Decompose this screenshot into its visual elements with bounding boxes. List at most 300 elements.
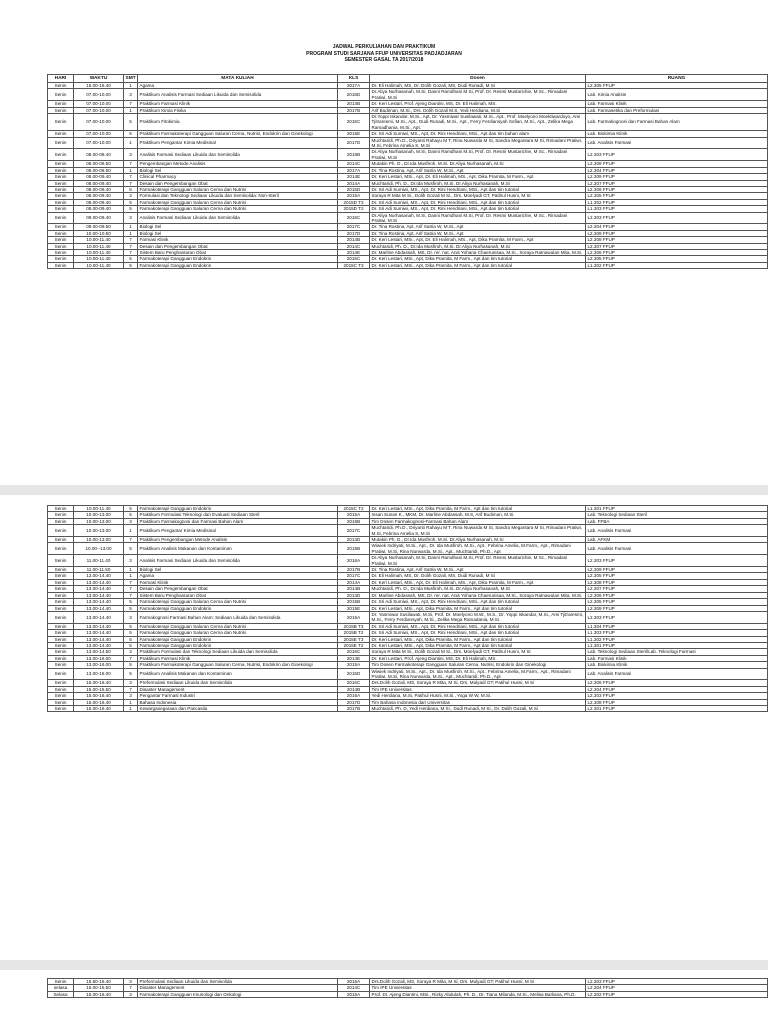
cell-kls: 2015E — [338, 131, 370, 137]
cell-hari: Senin — [48, 230, 74, 236]
cell-mata-kuliah: Agama — [138, 83, 338, 89]
cell-smt: 3 — [124, 693, 138, 699]
cell-ruang: Lab. Farmasi Klinik — [586, 101, 768, 107]
cell-kls: 2015D T2 — [338, 206, 370, 212]
cell-mata-kuliah: Biologi Sel — [138, 167, 338, 173]
cell-ruang: Lab. Analisis Farmasi — [586, 668, 768, 680]
table-row — [48, 706, 768, 712]
cell-dosen: Muchtaridi, Ph. D., Dr.Ida Musfiroh, M.Si. Dr.Aliya Nurhasanah, M.Si — [370, 243, 586, 249]
cell-waktu: 10.00-11.40 — [74, 262, 124, 268]
cell-smt: 7 — [124, 243, 138, 249]
cell-dosen: Dr. Keri Lestari, Prof. Ajeng Diantini, MS, Dr. Eli Halimah, MS. — [370, 655, 586, 661]
cell-mata-kuliah: Biologi Sel — [138, 230, 338, 236]
cell-ruang: L2.303 FFUP — [586, 979, 768, 985]
cell-waktu: 08.00-09.40 — [74, 206, 124, 212]
cell-kls: 2015D — [338, 668, 370, 680]
cell-smt: 5 — [124, 630, 138, 636]
cell-dosen: Dr.Aliya Nurhasanah, M.Si, Danni Ramdhani M.Si, Prof. Dr. Resmi Mustarichie, M Sc., Rimadani Pratiwi, M.Si — [370, 555, 586, 567]
cell-hari: Senin — [48, 89, 74, 101]
cell-kls: 2017B — [338, 567, 370, 573]
cell-ruang: L2.306 FFUP — [586, 186, 768, 192]
cell-hari: Senin — [48, 649, 74, 655]
cell-waktu: 15.00-16.40 — [74, 680, 124, 686]
cell-ruang: L2.305 FFUP — [586, 256, 768, 262]
cell-mata-kuliah: Farmakoterapi Gangguan Endokrin — [138, 256, 338, 262]
cell-waktu: 08.00-08.50 — [74, 161, 124, 167]
cell-kls: 2014D — [338, 592, 370, 598]
cell-kls: 2016C — [338, 680, 370, 686]
cell-waktu: 13.00-14.40 — [74, 579, 124, 585]
cell-hari: Senin — [48, 592, 74, 598]
cell-mata-kuliah: Formulasi dan Teknologi Sediaan Likuida dan Semisolida: Non-Steril — [138, 193, 338, 199]
cell-mata-kuliah: Praktikum Pengembangan Metode Analisis — [138, 537, 338, 543]
table-header-row — [48, 75, 768, 83]
cell-waktu: 15.00-16.40 — [74, 83, 124, 89]
cell-waktu: 10.00--13.00 — [74, 543, 124, 555]
cell-mata-kuliah: Praktikum Pengantar Kimia Medisinal — [138, 137, 338, 149]
cell-dosen: Soraya R Mita M Si., Dolih Gozali M Si., Drs. Moelyadi GT, Patihul Husni, M Si — [370, 193, 586, 199]
cell-ruang: L2.304 FFUP — [586, 985, 768, 991]
cell-dosen: Dr. Eli Halimah, MS, Dr. Dolih Gozali, MS, Dudi Runadi, M Si — [370, 83, 586, 89]
cell-smt: 5 — [124, 199, 138, 205]
cell-smt: 5 — [124, 114, 138, 131]
cell-mata-kuliah: Disaster Management — [138, 985, 338, 991]
cell-dosen: Dr.Aliya Nurhasanah, M.Si, Danni Ramdhani M.Si, Prof. Dr. Resmi Mustarichie, M Sc., Rimadani Pratiwi, M.Si — [370, 212, 586, 224]
cell-kls: 2015C T3 — [338, 262, 370, 268]
cell-mata-kuliah: Farmakoterapi Gangguan Saluran Cerna dan Nutrisi — [138, 630, 338, 636]
cell-waktu: 13.00-14.40 — [74, 592, 124, 598]
cell-mata-kuliah: Praktikum Analisis Farmasi Sediaan Likuida dan Semisolida — [138, 89, 338, 101]
cell-mata-kuliah: Desain dan Pengembangan Obat — [138, 180, 338, 186]
cell-ruang: Lab. Teknologi Sediaan Steril — [586, 512, 768, 518]
cell-mata-kuliah: Sistem Baru Penghantaran Obat — [138, 249, 338, 255]
cell-dosen: Dr. Tina Rostina, Apt, Arif Satria W, M.Si., Apt — [370, 230, 586, 236]
cell-ruang: L2.303 FFUP — [586, 555, 768, 567]
cell-kls: 2014B — [338, 101, 370, 107]
cell-hari: Senin — [48, 662, 74, 668]
cell-hari: Senin — [48, 623, 74, 629]
cell-kls: 2016D — [338, 89, 370, 101]
cell-smt: 5 — [124, 668, 138, 680]
document-page-1 — [0, 0, 768, 485]
table-row — [48, 114, 768, 131]
cell-mata-kuliah: Farmasi Klinik — [138, 237, 338, 243]
cell-smt: 1 — [124, 107, 138, 113]
cell-waktu: 09.00-09.40 — [74, 212, 124, 224]
cell-hari: Senin — [48, 262, 74, 268]
table-row — [48, 149, 768, 161]
cell-waktu: 13.00-14.40 — [74, 586, 124, 592]
cell-ruang: L2.309 FFUP — [586, 174, 768, 180]
cell-ruang: L2.309 FFUP — [586, 567, 768, 573]
cell-ruang: L2.308 FFUP — [586, 579, 768, 585]
cell-smt: 1 — [124, 137, 138, 149]
cell-hari: Senin — [48, 543, 74, 555]
cell-dosen: Dr. Sri Adi Sumiwi, MS., Apt, Dr. Rini Hendriani, MSi., Apt dan tim tutorial — [370, 199, 586, 205]
cell-hari: Senin — [48, 199, 74, 205]
table-row — [48, 991, 768, 997]
cell-smt: 5 — [124, 131, 138, 137]
cell-waktu: 11.00-11.50 — [74, 567, 124, 573]
cell-smt: 1 — [124, 699, 138, 705]
cell-smt: 3 — [124, 149, 138, 161]
cell-hari: Senin — [48, 114, 74, 131]
cell-ruang: Lab. Biokimia Klinik — [586, 662, 768, 668]
cell-kls: 2015B T2 — [338, 630, 370, 636]
cell-kls: 2017D — [338, 137, 370, 149]
cell-waktu: 15.00-16.40 — [74, 991, 124, 997]
cell-smt: 3 — [124, 611, 138, 623]
cell-smt: 5 — [124, 186, 138, 192]
cell-kls: 2017B — [338, 706, 370, 712]
header-title: JADWAL PERKULIAHAN DAN PRAKTIKUM — [332, 44, 436, 50]
cell-dosen: Dr. Tina Rostina, Apt, Arif Satria W, M.Si., Apt — [370, 224, 586, 230]
cell-kls: 2015C — [338, 256, 370, 262]
cell-hari: Senin — [48, 256, 74, 262]
cell-mata-kuliah: Farmakoterapi Gangguan Saluran Cerna dan Nutrisi — [138, 186, 338, 192]
cell-mata-kuliah: Pengembangan Metode Analisis — [138, 161, 338, 167]
cell-kls: 2015A — [338, 662, 370, 668]
cell-smt: 5 — [124, 636, 138, 642]
cell-hari: Senin — [48, 979, 74, 985]
cell-mata-kuliah: Clinical Pharmacy — [138, 174, 338, 180]
cell-dosen: Soraya R Mita M Si., Dolih Gozali M Si., Drs. Moelyadi GT, Patihul Husni, M Si — [370, 649, 586, 655]
cell-dosen: Dr. Marline Abdassah, MS, Dr. rer. nat. Anis Yohana Chaerunisaa, M.Si., Soraya Ratnawulan Mita, M.Si. — [370, 592, 586, 598]
cell-ruang: Lab. Farmasi Klinik — [586, 655, 768, 661]
cell-ruang: L1.304 FFUP — [586, 623, 768, 629]
cell-mata-kuliah: Desain dan Pengembangan Obat — [138, 586, 338, 592]
cell-waktu: 13.00-14.40 — [74, 573, 124, 579]
cell-dosen: Arif Budiman, M.Si., Drs. Dolih Gozali M.S, Yedi Herdiana, M.Si — [370, 107, 586, 113]
cell-hari: Senin — [48, 131, 74, 137]
cell-kls: 2016A — [338, 693, 370, 699]
cell-kls: 2016A — [338, 611, 370, 623]
cell-hari: Senin — [48, 174, 74, 180]
cell-hari: Senin — [48, 655, 74, 661]
cell-mata-kuliah: Analisis Farmasi Sediaan Likuida dan Semisolida — [138, 555, 338, 567]
cell-smt: 5 — [124, 623, 138, 629]
cell-smt: 1 — [124, 525, 138, 537]
cell-hari: Senin — [48, 555, 74, 567]
cell-smt: 7 — [124, 101, 138, 107]
cell-hari: Senin — [48, 237, 74, 243]
cell-waktu: 15.50-16.40 — [74, 979, 124, 985]
cell-ruang: L2.303 FFUP — [586, 212, 768, 224]
cell-waktu: 07.00-10.00 — [74, 137, 124, 149]
cell-ruang: L2.303 FFUP — [586, 611, 768, 623]
cell-kls: 2015A — [338, 512, 370, 518]
cell-ruang: L1.303 FFUP — [586, 630, 768, 636]
cell-hari: Senin — [48, 101, 74, 107]
cell-kls: 2015E T3 — [338, 636, 370, 642]
cell-smt: 7 — [124, 180, 138, 186]
cell-waktu: 13.00-14.40 — [74, 611, 124, 623]
cell-dosen: Dr. Sri Adi Sumiwi, MS., Apt, Dr. Rini Hendriani, MSi., Apt dan tim tutorial — [370, 630, 586, 636]
cell-kls: 2015D T3 — [338, 199, 370, 205]
cell-hari: Senin — [48, 680, 74, 686]
cell-dosen: Yedi Herdiana, M.Si, Patihul Husni, M.Si., Yoga W W, M.Si. — [370, 693, 586, 699]
cell-dosen: Tim Bahasa Indonesia dari Universitas — [370, 699, 586, 705]
cell-smt: 7 — [124, 686, 138, 692]
cell-dosen: Dr.Aliya Nurhasanah, M.Si, Danni Ramdhani M.Si, Prof. Dr. Resmi Mustarichie, M Sc., Rimadani Pratiwi, M.Si — [370, 89, 586, 101]
cell-hari: Senin — [48, 573, 74, 579]
cell-waktu: 13.00-16.00 — [74, 655, 124, 661]
table-row — [48, 525, 768, 537]
cell-hari: Senin — [48, 243, 74, 249]
cell-hari: Senin — [48, 107, 74, 113]
col-header-waktu: WAKTU — [74, 75, 124, 83]
cell-hari: Senin — [48, 630, 74, 636]
cell-smt: 1 — [124, 567, 138, 573]
cell-smt: 1 — [124, 706, 138, 712]
cell-waktu: 08.00-09.40 — [74, 186, 124, 192]
cell-waktu: 13.00-16.00 — [74, 668, 124, 680]
cell-ruang: L1.302 FFUP — [586, 636, 768, 642]
cell-hari: Senin — [48, 224, 74, 230]
cell-smt: 5 — [124, 599, 138, 605]
cell-hari: Senin — [48, 83, 74, 89]
cell-kls: 2016A — [338, 991, 370, 997]
cell-mata-kuliah: Farmakoterapi Gangguan Imunologi dan Onkologi — [138, 991, 338, 997]
cell-smt: 5 — [124, 506, 138, 512]
cell-dosen: Muchtaridi, Ph.D., Driyanti Rahayu M T, Rina Nuwarda M Si, Sandra Megantara M Si, Rimadani Pratiwi, M.Si, Febrina Amelia S, M.Si — [370, 525, 586, 537]
cell-mata-kuliah: Preformulasi Sediaan Likuida dan Semisolida — [138, 680, 338, 686]
cell-waktu: 15.00-16.40 — [74, 706, 124, 712]
cell-hari: Selasa — [48, 991, 74, 997]
cell-mata-kuliah: Farmasi Klinik — [138, 579, 338, 585]
cell-hari: selasa — [48, 985, 74, 991]
cell-waktu: 07.00-10.00 — [74, 107, 124, 113]
cell-hari: Senin — [48, 512, 74, 518]
cell-mata-kuliah: Farmakoterapi Gangguan Endokrin — [138, 642, 338, 648]
cell-dosen: Dr. Keri Lestari, MSi., Apt, Dika Pramita, M Farm., Apt dan tim tutorial — [370, 605, 586, 611]
cell-ruang: L2.307 FFUP — [586, 586, 768, 592]
cell-dosen: Dr. Sri Adi Sumiwi, MS., Apt, Dr. Rini Hendriani, MSi., Apt dan tim bahan alam — [370, 131, 586, 137]
cell-ruang: L2.309 FFUP — [586, 605, 768, 611]
cell-waktu: 15.00-16.40 — [74, 693, 124, 699]
cell-smt: 7 — [124, 592, 138, 598]
cell-waktu: 15.00-15.50 — [74, 985, 124, 991]
cell-waktu: 10.00-11.40 — [74, 256, 124, 262]
cell-smt: 3 — [124, 979, 138, 985]
cell-hari: Senin — [48, 668, 74, 680]
cell-kls: 2017B — [338, 107, 370, 113]
cell-mata-kuliah: Farmakoterapi Gangguan Endokrin — [138, 605, 338, 611]
cell-kls: 2015E T2 — [338, 642, 370, 648]
cell-smt: 5 — [124, 512, 138, 518]
cell-kls: 2017A — [338, 83, 370, 89]
cell-mata-kuliah: Praktikum Farmasi Klinik — [138, 101, 338, 107]
cell-waktu: 13.00-14.50 — [74, 649, 124, 655]
cell-dosen: Tim Dosen Farmakognosi-Farmasi Bahan Alam — [370, 518, 586, 524]
cell-dosen: Drs.Dolih Gozali, MS, Soraya R Mita, M Si, Drs. Mulyadi GT; Patihul Husni, M Si — [370, 680, 586, 686]
cell-smt: 1 — [124, 224, 138, 230]
cell-waktu: 10.00-13.00 — [74, 518, 124, 524]
cell-dosen: Dr. Keri Lestari, MSi., Apt, Dika Pramita, M Farm., Apt dan tim tutorial — [370, 256, 586, 262]
cell-smt: 7 — [124, 985, 138, 991]
cell-mata-kuliah: Farmakognosi Farmasi Bahan Alam: Sediaan Likuida dan Semisolida — [138, 611, 338, 623]
cell-mata-kuliah: Praktikum Farmakoterapi Gangguan Saluran Cerna, Nutrisi, Endokrin dan Ginekologi — [138, 662, 338, 668]
cell-smt: 3 — [124, 193, 138, 199]
cell-smt: 7 — [124, 161, 138, 167]
cell-mata-kuliah: Pengantar Farmasi Industri — [138, 693, 338, 699]
cell-ruang: L1.301 FFUP — [586, 642, 768, 648]
cell-waktu: 08.00-09.40 — [74, 174, 124, 180]
cell-kls: 2016C — [338, 649, 370, 655]
cell-hari: Senin — [48, 180, 74, 186]
cell-ruang: L2.305 FFUP — [586, 599, 768, 605]
cell-kls: 2016A — [338, 555, 370, 567]
cell-waktu: 08.00-09.40 — [74, 193, 124, 199]
cell-dosen: Dr. Keri Lestari, MSi., Apt, Dr. Eli Halimah, MS., Apt, Dika Pramita, M Farm., Apt — [370, 174, 586, 180]
cell-ruang: L2.305 FFUP — [586, 573, 768, 579]
cell-dosen: Prof. Dr. Ajeng Diantini, MSi., Rizky Abdulah, Ph. D., Dr. Tiana Milanda, M.Si., Melisa Barliana, Ph.D. — [370, 991, 586, 997]
cell-waktu: 07.00-10.00 — [74, 131, 124, 137]
cell-smt: 3 — [124, 555, 138, 567]
cell-hari: Senin — [48, 567, 74, 573]
cell-dosen: Dr. Sri Adi Sumiwi, MS., Apt, Dr. Rini Hendriani, MSi., Apt dan tim tutorial — [370, 206, 586, 212]
cell-ruang: L2.302 FFUP — [586, 991, 768, 997]
cell-ruang: L2.308 FFUP — [586, 237, 768, 243]
schedule-body-1 — [48, 83, 768, 269]
cell-dosen: Dr.Yoppi Iskandar, M.Si., Apt, Dr. Yasmiwar Susilawati, M.Si., Apt., Prof. Moelyono Moektiwardoyo, Ami Tjitraresmi, M.Si., Apt., Dudi Runadi, M.Si., Apt., Ferry Ferdiansyah Sofian, M.Si., Apt., Zelika Mega Ramadhania, M.Si., Apt. — [370, 114, 586, 131]
cell-mata-kuliah: Kewarganegaraan dan Pancasila — [138, 706, 338, 712]
cell-ruang: L1.302 FFUP — [586, 199, 768, 205]
cell-kls: 2017C — [338, 573, 370, 579]
cell-smt: 5 — [124, 605, 138, 611]
cell-dosen: Muchtaridi, Ph. D, Yedi Herdiana, M Si., Dudi Runadi, M Si., Dr. Dolih Gozali, M Si — [370, 706, 586, 712]
cell-ruang: L2.303 FFUP — [586, 693, 768, 699]
cell-mata-kuliah: Bahasa Indonesia — [138, 699, 338, 705]
cell-hari: Senin — [48, 206, 74, 212]
col-header-hari: HARI — [48, 75, 74, 83]
cell-smt: 7 — [124, 249, 138, 255]
cell-ruang: L2.308 FFUP — [586, 161, 768, 167]
cell-kls: 2014E — [338, 249, 370, 255]
cell-waktu: 08.00-08.40 — [74, 149, 124, 161]
cell-ruang: L2.304 FFUP — [586, 167, 768, 173]
cell-hari: Senin — [48, 699, 74, 705]
cell-waktu: 10.00-11.40 — [74, 243, 124, 249]
cell-mata-kuliah: Praktikum Pengantar Kimia Medisinal — [138, 525, 338, 537]
cell-kls: 2016C — [338, 212, 370, 224]
cell-dosen: Dr.Aliya Nurhasanah, M.Si, Danni Ramdhani M.Si, Prof. Dr. Resmi Mustarichie, M Sc., Rimadani Pratiwi, M.Si — [370, 149, 586, 161]
cell-mata-kuliah: Farmakoterapi Gangguan Saluran Cerna dan Nutrisi — [138, 206, 338, 212]
cell-kls: 2014E — [338, 174, 370, 180]
cell-dosen: Muchtaridi, Ph. D., Dr.Ida Musfiroh, M.Si. Dr.Aliya Nurhasanah, M.Si — [370, 586, 586, 592]
cell-dosen: Dr. Keri Lestari, MSi., Apt, Dika Pramita, M Farm., Apt dan tim tutorial — [370, 262, 586, 268]
schedule-table-1 — [47, 74, 768, 269]
cell-ruang: Lab. FFBA — [586, 518, 768, 524]
cell-hari: Senin — [48, 693, 74, 699]
cell-waktu: 13.00-14.40 — [74, 599, 124, 605]
schedule-table-3 — [47, 978, 768, 998]
cell-dosen: Mutakin Ph. D., Dr.Ida Musfiroh, M.Si. Dr.Aliya Nurhasanah, M.Si — [370, 537, 586, 543]
cell-dosen: Dr. Keri Lestari, MSi., Apt, Dr. Eli Halimah, MS., Apt, Dika Pramita, M Farm., Apt — [370, 579, 586, 585]
cell-waktu: 10.00-13.00 — [74, 537, 124, 543]
cell-waktu: 13.00-14.40 — [74, 642, 124, 648]
cell-hari: Senin — [48, 706, 74, 712]
cell-smt: 1 — [124, 83, 138, 89]
cell-smt: 5 — [124, 206, 138, 212]
cell-dosen: Wiwiek Indriyati, M.Si., Apt., Dr. Ida Musfiroh, M.Si., Apt., Febrina Amelia, M.Farm., Apt., Rimadani Pratiwi, M.Si, Rina Nurwarda, M.Si., Apt., Muchtaridi, Ph.D., Apt — [370, 543, 586, 555]
cell-waktu: 09.00-09.50 — [74, 224, 124, 230]
cell-mata-kuliah: Praktikum Farmakoterapi Gangguan Saluran Cerna, Nutrisi, Endokrin dan Ginekologi — [138, 131, 338, 137]
cell-dosen: Tim IPE Universitas — [370, 985, 586, 991]
cell-mata-kuliah: Farmakoterapi Gangguan Endokrin — [138, 636, 338, 642]
header-semester: SEMESTER GASAL TA 2017/2018 — [344, 57, 424, 63]
cell-waktu: 13.00-14.40 — [74, 636, 124, 642]
cell-ruang: Lab. Kimia Analisis — [586, 89, 768, 101]
cell-ruang: L2.308 FFUP — [586, 699, 768, 705]
cell-smt: 5 — [124, 256, 138, 262]
cell-mata-kuliah: Farmakoterapi Gangguan Endokrin — [138, 506, 338, 512]
cell-kls: 2014A — [338, 180, 370, 186]
document-page-2 — [0, 495, 768, 960]
cell-kls: 2014B — [338, 686, 370, 692]
cell-mata-kuliah: Praktikum Formulasi Teknologi dan Evaluasi Sediaan Steril — [138, 512, 338, 518]
cell-kls: 2016A — [338, 193, 370, 199]
cell-dosen: Dr. Eli Halimah, MS, Dr. Dolih Gozali, MS, Dudi Runadi, M Si — [370, 573, 586, 579]
cell-ruang: L2.305 FFUP — [586, 193, 768, 199]
cell-smt: 5 — [124, 543, 138, 555]
cell-kls: 2014A — [338, 579, 370, 585]
cell-smt: 3 — [124, 680, 138, 686]
cell-hari: Senin — [48, 686, 74, 692]
cell-kls: 2015E — [338, 605, 370, 611]
cell-ruang: L2.304 FFUP — [586, 224, 768, 230]
cell-mata-kuliah: Farmakoterapi Gangguan Saluran Cerna dan Nutrisi — [138, 623, 338, 629]
table-row — [48, 555, 768, 567]
cell-dosen: Muchtaridi, Ph. D., Dr.Ida Musfiroh, M.Si. Dr.Aliya Nurhasanah, M.Si — [370, 180, 586, 186]
cell-waktu: 08.00-09.40 — [74, 199, 124, 205]
cell-dosen: Dr. Keri Lestari, Prof. Ajeng Diantini, MS, Dr. Eli Halimah, MS. — [370, 101, 586, 107]
cell-waktu: 07.00-10.00 — [74, 89, 124, 101]
cell-ruang: Lab. Farmasetika dan Preformulasi — [586, 107, 768, 113]
cell-mata-kuliah: Praktikum Farmakognosi dan Farmasi Bahan Alam — [138, 518, 338, 524]
cell-smt: 7 — [124, 174, 138, 180]
cell-mata-kuliah: Disaster Management — [138, 686, 338, 692]
cell-kls: 2015B — [338, 543, 370, 555]
cell-waktu: 10.00-11.40 — [74, 237, 124, 243]
cell-kls: 2014C — [338, 161, 370, 167]
cell-ruang: Lab. Farmakognosi dan Farmasi Bahan Alam — [586, 114, 768, 131]
cell-kls: 2017D — [338, 230, 370, 236]
cell-hari: Senin — [48, 149, 74, 161]
cell-waktu: 15.00-15.50 — [74, 686, 124, 692]
cell-smt: 7 — [124, 655, 138, 661]
cell-ruang: L2.306 FFUP — [586, 592, 768, 598]
cell-waktu: 13.00-14.40 — [74, 630, 124, 636]
cell-mata-kuliah: Analisis Farmasi Sediaan Likuida dan Semisolida — [138, 212, 338, 224]
cell-kls: 2014B — [338, 586, 370, 592]
cell-dosen: Dr. Marline Abdassah, MS, Dr. rer. nat. Anis Yohana Chaerunisaa, M.Si., Soraya Ratnawulan Mita, M.Si. — [370, 249, 586, 255]
header-program: PROGRAM STUDI SARJANA FFUP UNIVERSITAS PADJADJARAN — [306, 50, 462, 57]
cell-smt: 5 — [124, 662, 138, 668]
cell-mata-kuliah: Praktikum Formulasi dan Teknologi Sediaan Likuida dan Semisolida — [138, 649, 338, 655]
col-header-smt: SMT — [125, 75, 136, 81]
cell-dosen: Dr. Sri Adi Sumiwi, MS., Apt, Dr. Rini Hendriani, MSi., Apt dan tim tutorial — [370, 599, 586, 605]
table-row — [48, 543, 768, 555]
col-header-ruang: RUANG — [586, 75, 768, 83]
cell-mata-kuliah: Praktikum Farmasi Klinik — [138, 655, 338, 661]
document-page-3 — [0, 970, 768, 1024]
cell-kls: 2014C — [338, 985, 370, 991]
cell-dosen: Tim IPE Universitas — [370, 686, 586, 692]
cell-dosen: Drs.Dolih Gozali, MS, Soraya R Mita, M Si, Drs. Mulyadi GT; Patihul Husni, M Si — [370, 979, 586, 985]
cell-smt: 7 — [124, 537, 138, 543]
cell-mata-kuliah: Analisis Farmasi Sediaan Likuida dan Semisolida — [138, 149, 338, 161]
